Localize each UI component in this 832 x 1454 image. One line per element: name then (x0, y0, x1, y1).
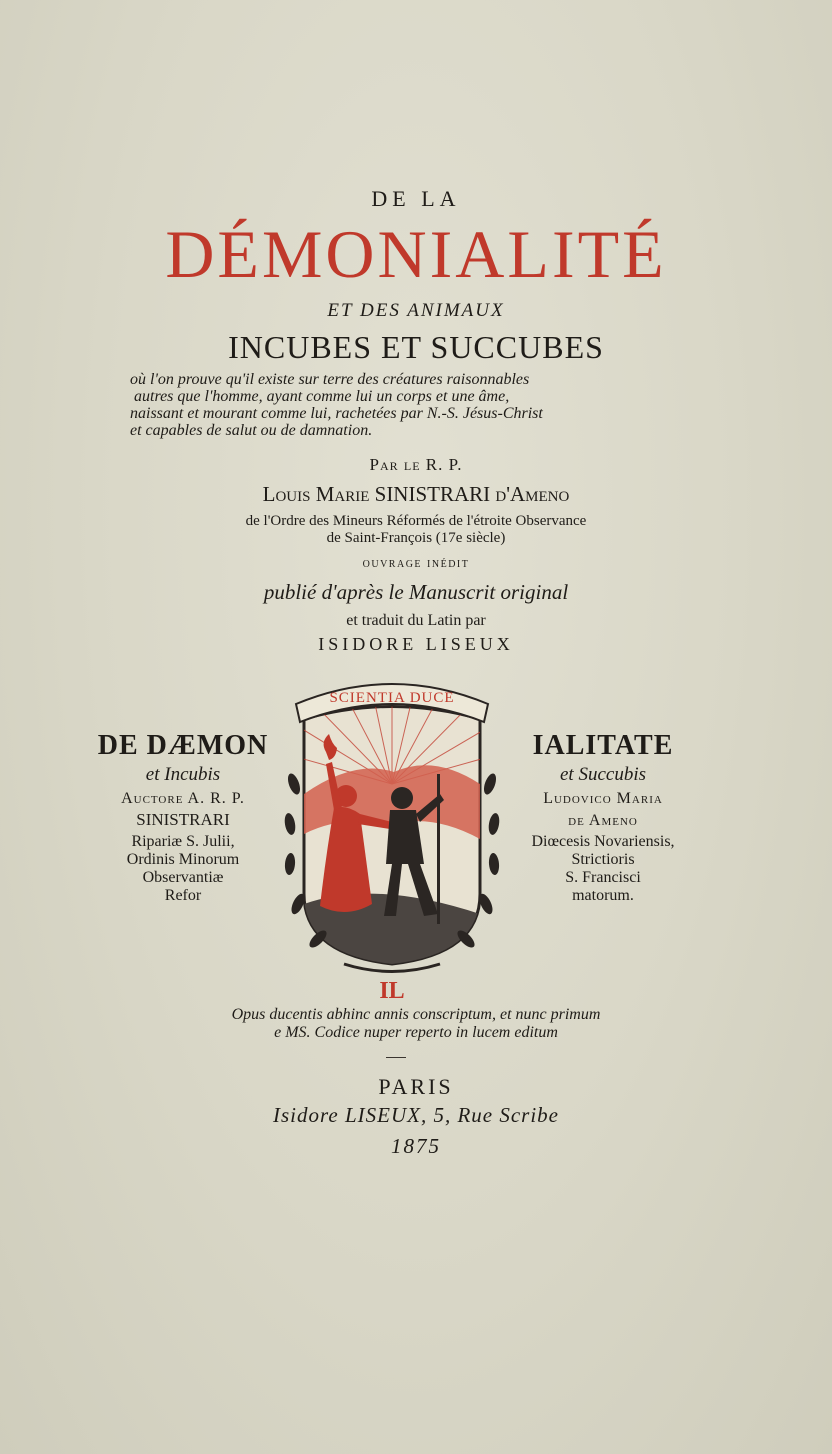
opus-line: Opus ducentis abhinc annis conscriptum, et nunc primum (231, 1006, 601, 1023)
latin-auctore: Auctore A. R. P. (121, 790, 245, 807)
main-title: DÉMONIALITÉ (165, 216, 667, 292)
latin-italic-left: et Incubis (145, 764, 221, 785)
latin-lines-left (88, 833, 278, 905)
latin-line: matorum. (572, 887, 634, 905)
monogram-text: IL (379, 978, 405, 1004)
ouvrage-inedit: ouvrage inédit (362, 556, 470, 571)
order-affiliation (0, 513, 832, 546)
publie-line: publié d'après le Manuscrit original (263, 580, 569, 604)
latin-line: S. Francisci (565, 869, 641, 887)
imprint-place: PARIS (378, 1074, 454, 1099)
pre-title: DE LA (371, 186, 461, 211)
latin-title-right: IALITATE (532, 730, 674, 761)
latin-line: Refor (164, 887, 202, 905)
translator-name: ISIDORE LISEUX (318, 634, 514, 654)
opus-note (0, 1006, 832, 1042)
latin-right-column (508, 730, 698, 905)
latin-line: Strictioris (571, 851, 635, 869)
description-line: naissant et mourant comme lui, rachetées par N.-S. Jésus-Christ (130, 404, 543, 422)
latin-name-left: SINISTRARI (136, 810, 230, 829)
latin-line: Diœcesis Novariensis, (531, 833, 675, 850)
description (130, 372, 670, 440)
order-line: de Saint-François (17e siècle) (326, 529, 506, 546)
traduit-line: et traduit du Latin par (346, 612, 486, 629)
imprint-publisher: Isidore LISEUX, 5, Rue Scribe (272, 1103, 559, 1127)
subtitle: ET DES ANIMAUX (327, 300, 505, 321)
description-line: où l'on prouve qu'il existe sur terre des créatures raisonnables (130, 371, 530, 388)
by-line: Par le R. P. (369, 455, 463, 474)
latin-title-left: DE DÆMON (97, 730, 269, 761)
description-line: et capables de salut ou de damnation. (130, 421, 373, 439)
opus-line: e MS. Codice nuper reperto in lucem editum (274, 1023, 558, 1041)
author-name: Louis Marie SINISTRARI d'Ameno (262, 482, 570, 506)
printer-emblem (274, 664, 510, 1004)
latin-lines-right (508, 833, 698, 905)
latin-line: Ordinis Minorum (126, 851, 240, 869)
latin-italic-right: et Succubis (559, 764, 646, 785)
second-title: INCUBES ET SUCCUBES (228, 329, 604, 365)
divider (386, 1057, 406, 1058)
latin-place-right: de Ameno (568, 812, 638, 829)
latin-line: Ripariæ S. Julii, (131, 833, 235, 850)
motto-text: SCIENTIA DUCE (329, 690, 455, 706)
latin-name-right: Ludovico Maria (543, 790, 663, 807)
latin-left-column (88, 730, 278, 905)
description-line: autres que l'homme, ayant comme lui un corps et une âme, (134, 387, 510, 405)
imprint-year: 1875 (391, 1134, 441, 1158)
order-line: de l'Ordre des Mineurs Réformés de l'étroite Observance (245, 513, 587, 529)
latin-line: Observantiæ (142, 869, 224, 887)
